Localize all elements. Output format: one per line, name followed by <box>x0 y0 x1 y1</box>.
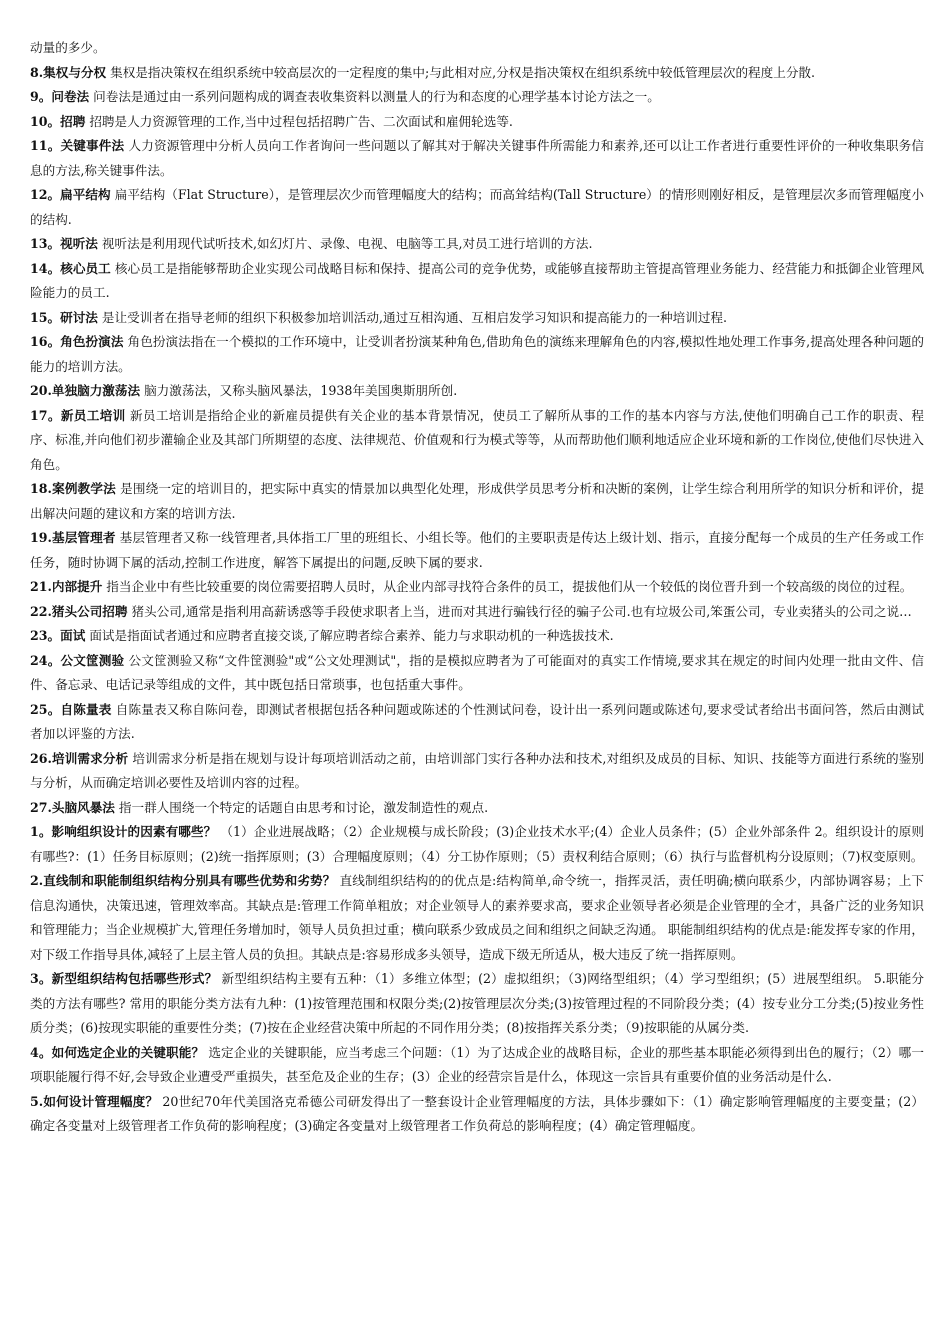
paragraph-text: 新员工培训是指给企业的新雇员提供有关企业的基本背景情况，使员工了解所从事的工作的基本内容与方法,使他们明确自己工作的职责、程序、标准,并向他们初步灌输企业及其部门所期望的态度、法律规范、价值观和行为模式等等，从而帮助他们顺利地适应企业环境和新的工作岗位,使他们尽快进入角色。 <box>30 407 924 472</box>
paragraph-text: 是围绕一定的培训目的，把实际中真实的情景加以典型化处理，形成供学员思考分析和决断的案例，让学生综合利用所学的知识分析和评价，提出解决问题的建议和方案的培训方法. <box>30 481 924 521</box>
paragraph-text: 问卷法是通过由一系列问题构成的调查表收集资料以测量人的行为和态度的心理学基本讨论方法之一。 <box>89 89 660 104</box>
term-heading: 3。新型组织结构包括哪些形式？ <box>30 971 218 986</box>
paragraph <box>30 110 924 135</box>
paragraph <box>30 85 924 110</box>
paragraph-text: 集权是指决策权在组织系统中较高层次的一定程度的集中;与此相对应,分权是指决策权在组织系统中较低管理层次的程度上分散. <box>106 64 816 80</box>
term-heading: 2.直线制和职能制组织结构分别具有哪些优势和劣势？ <box>30 873 336 888</box>
paragraph-text: 是让受训者在指导老师的组织下积极参加培训活动,通过互相沟通、互相启发学习知识和提高能力的一种培训过程. <box>97 309 728 325</box>
paragraph <box>30 1041 924 1090</box>
term-heading: 4。如何选定企业的关键职能？ <box>30 1044 205 1060</box>
term-heading: 5.如何设计管理幅度？ <box>30 1093 159 1109</box>
term-heading: 26.培训需求分析 <box>30 750 129 766</box>
paragraph <box>30 330 924 379</box>
paragraph <box>30 477 924 526</box>
paragraph <box>30 134 924 183</box>
term-heading: 14。核心员工 <box>30 260 111 276</box>
paragraph-text: 指当企业中有些比较重要的岗位需要招聘人员时，从企业内部寻找符合条件的员工，提拔他们从一个较低的岗位晋升到一个较高级的岗位的过程。 <box>102 579 913 594</box>
term-heading: 20.单独脑力激荡法 <box>30 383 141 398</box>
paragraph <box>30 624 924 649</box>
paragraph-text: 脑力激荡法，又称头脑风暴法，1938年美国奥斯朋所创. <box>140 383 458 398</box>
paragraph-text: 指一群人围绕一个特定的话题自由思考和讨论，激发制造性的观点. <box>114 799 489 815</box>
term-heading: 1。影响组织设计的因素有哪些？ <box>30 824 217 839</box>
paragraph-text: 人力资源管理中分析人员向工作者询问一些问题以了解其对于解决关键事件所需能力和素养,还可以让工作者进行重要性评价的一种收集职务信息的方法,称关键事件法。 <box>30 138 924 178</box>
paragraph-text: 角色扮演法指在一个模拟的工作环境中，让受训者扮演某种角色,借助角色的演练来理解角色的内容,模拟性地处理工作事务,提高处理各种问题的能力的培训方法。 <box>30 334 925 374</box>
paragraph <box>30 649 924 698</box>
paragraph-text: 核心员工是指能够帮助企业实现公司战略目标和保持、提高公司的竞争优势，或能够直接帮助主管提高管理业务能力、经营能力和抵御企业管理风险能力的员工. <box>30 260 924 300</box>
paragraph <box>30 183 924 232</box>
term-heading: 15。研讨法 <box>30 309 98 325</box>
document-body <box>30 36 924 1139</box>
paragraph-text: 培训需求分析是指在规划与设计每项培训活动之前，由培训部门实行各种办法和技术,对组织及成员的目标、知识、技能等方面进行系统的鉴别与分析，从而确定培训必要性及培训内容的过程。 <box>30 750 924 790</box>
term-heading: 25。自陈量表 <box>30 701 112 717</box>
term-heading: 8.集权与分权 <box>30 64 107 80</box>
term-heading: 12。扁平结构 <box>30 187 111 202</box>
term-heading: 27.头脑风暴法 <box>30 799 115 815</box>
paragraph <box>30 869 924 967</box>
paragraph <box>30 379 924 404</box>
term-heading: 13。视听法 <box>30 236 98 251</box>
paragraph-text: 新型组织结构主要有五种：（1）多维立体型；(2）虚拟组织；（3)网络型组织；（4）学习型组织；(5）进展型组织。 5.职能分类的方法有哪些? 常用的职能分类方法有九种：(1)按管理范围和权限分类;(2)按管理层次分类;(3)按管理过程的不同阶段分类；(4）按专业分工分类;(5)按业务性质分类；(6)按现实职能的重要性分类；(7)按在企业经营决策中所起的不同作用分类；(8)按指挥关系分类；（9)按职能的从属分类. <box>30 971 924 1035</box>
paragraph <box>30 967 924 1041</box>
paragraph-text: 扁平结构（Flat Structure），是管理层次少而管理幅度大的结构；而高耸结构(Tall Structure）的情形则刚好相反，是管理层次多而管理幅度小的结构. <box>30 187 924 227</box>
paragraph-text: 动量的多少。 <box>30 40 106 55</box>
term-heading: 9。问卷法 <box>30 89 90 104</box>
paragraph <box>30 61 924 86</box>
paragraph-text: 公文筐测验又称“文件筐测验"或“公文处理测试"，指的是模拟应聘者为了可能面对的真实工作情境,要求其在规定的时间内处理一批由文件、信件、备忘录、电话记录等组成的文件，其中既包括日常琐事，也包括重大事件。 <box>30 652 925 692</box>
paragraph-text: 基层管理者又称一线管理者,具体指工厂里的班组长、小组长等。他们的主要职责是传达上级计划、指示，直接分配每一个成员的生产任务或工作任务，随时协调下属的活动,控制工作进度，解答下属提出的问题,反映下属的要求. <box>30 530 924 570</box>
paragraph-text: 选定企业的关键职能，应当考虑三个问题：（1）为了达成企业的战略目标，企业的那些基本职能必须得到出色的履行；（2）哪一项职能履行得不好,会导致企业遭受严重损失，甚至危及企业的生存；(3）企业的经营宗旨是什么，体现这一宗旨具有重要价值的业务活动是什么. <box>30 1044 924 1084</box>
paragraph <box>30 1090 924 1139</box>
paragraph <box>30 404 924 478</box>
paragraph-text: （1）企业进展战略；（2）企业规模与成长阶段；(3)企业技术水平;(4）企业人员条件；(5）企业外部条件 2。组织设计的原则有哪些?：(1）任务目标原则；(2)统一指挥原则；(3）合理幅度原则；（4）分工协作原则；（5）责权利结合原则；（6）执行与监督机构分设原则；（7)权变原则。 <box>30 824 924 864</box>
paragraph <box>30 526 924 575</box>
term-heading: 21.内部提升 <box>30 579 103 594</box>
paragraph-text: 20世纪70年代美国洛克希德公司研发得出了一整套设计企业管理幅度的方法，具体步骤如下：（1）确定影响管理幅度的主要变量；(2）确定各变量对上级管理者工作负荷的影响程度；(3)确定各变量对上级管理者工作负荷总的影响程度；(4）确定管理幅度。 <box>30 1093 924 1133</box>
paragraph-text: 视听法是利用现代试听技术,如幻灯片、录像、电视、电脑等工具,对员工进行培训的方法. <box>97 236 593 251</box>
term-heading: 10。招聘 <box>30 113 86 129</box>
paragraph <box>30 820 924 869</box>
term-heading: 24。公文筐测验 <box>30 652 125 668</box>
paragraph <box>30 257 924 306</box>
paragraph <box>30 600 924 625</box>
term-heading: 19.基层管理者 <box>30 530 116 545</box>
paragraph <box>30 698 924 747</box>
paragraph <box>30 306 924 331</box>
term-heading: 11。关键事件法 <box>30 138 125 153</box>
paragraph-text: 自陈量表又称自陈问卷，即测试者根据包括各种问题或陈述的个性测试问卷，设计出一系列问题或陈述句,要求受试者给出书面问答，然后由测试者加以评鉴的方法. <box>30 701 924 741</box>
paragraph <box>30 36 924 61</box>
term-heading: 16。角色扮演法 <box>30 334 124 349</box>
paragraph-text: 招聘是人力资源管理的工作,当中过程包括招聘广告、二次面试和雇佣轮选等. <box>85 113 513 129</box>
paragraph <box>30 232 924 257</box>
term-heading: 17。新员工培训 <box>30 407 126 423</box>
paragraph <box>30 575 924 600</box>
term-heading: 18.案例教学法 <box>30 481 116 496</box>
paragraph-text: 猪头公司,通常是指利用高薪诱惑等手段使求职者上当，进而对其进行骗钱行径的骗子公司.也有垃圾公司,笨蛋公司，专业卖猪头的公司之说… <box>127 603 912 619</box>
paragraph-text: 直线制组织结构的的优点是:结构简单,命令统一，指挥灵活，责任明确;横向联系少，内部协调容易；上下信息沟通快，决策迅速，管理效率高。其缺点是:管理工作简单粗放；对企业领导人的素养要求高，要求企业领导者必须是企业管理的全才，具备广泛的业务知识和管理能力；当企业规模扩大,管理任务增加时，领导人员负担过重；横向联系少致成员之间和组织之间缺乏沟通。 职能制组织结构的优点是:能发挥专家的作用，对下级工作指导具体,减轻了上层主管人员的负担。其缺点是:容易形成多头领导，造成下级无所适从，极大违反了统一指挥原则。 <box>30 873 924 962</box>
term-heading: 23。面试 <box>30 628 86 643</box>
paragraph <box>30 747 924 796</box>
paragraph-text: 面试是指面试者通过和应聘者直接交谈,了解应聘者综合素养、能力与求职动机的一种选拔技术. <box>85 628 614 643</box>
term-heading: 22.猪头公司招聘 <box>30 603 128 619</box>
paragraph <box>30 796 924 821</box>
